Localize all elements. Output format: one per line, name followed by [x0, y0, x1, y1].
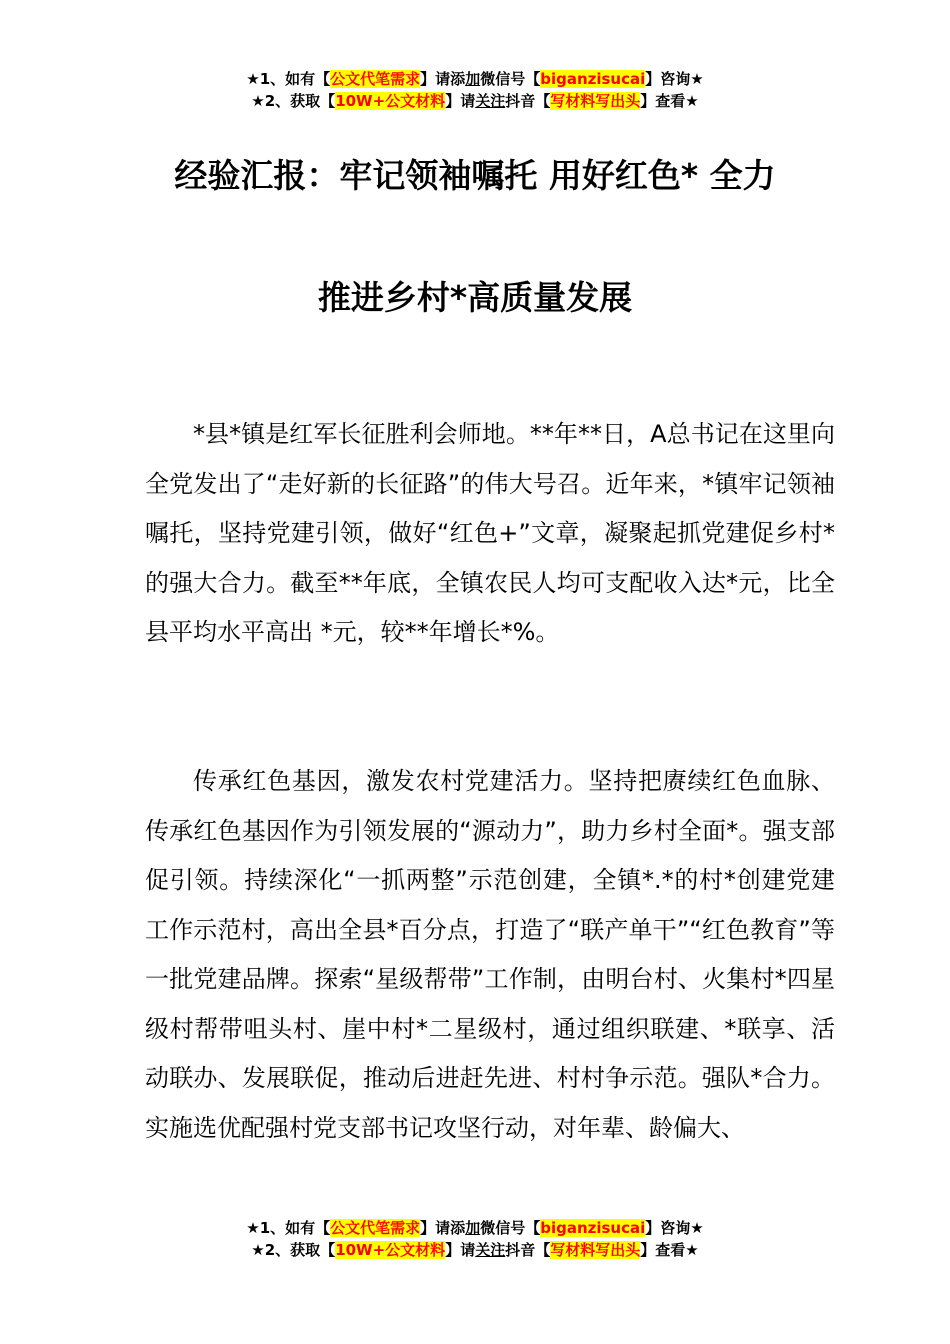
banner-text: 】请添 — [420, 70, 466, 88]
header-banner — [0, 68, 950, 112]
banner-text: 】请 — [445, 92, 476, 110]
banner-text: ★1、如有【 — [246, 1219, 331, 1237]
banner-text: ★2、获取【 — [251, 1241, 336, 1259]
document-title-line-2: 推进乡村*高质量发展 — [317, 278, 633, 317]
banner-text: 】咨询★ — [645, 70, 704, 88]
banner-douyin-id: 写材料写出头 — [550, 92, 641, 110]
banner-wechat-id: biganzisucai — [540, 70, 646, 88]
body-paragraph-1: *县*镇是红军长征胜利会师地。**年**日，A总书记在这里向全党发出了“走好新的长征路”的伟大号召。近年来，*镇牢记领袖嘱托，坚持党建引领，做好“红色+”文章，凝聚起抓党建促乡村*的强大合力。截至**年底，全镇农民人均可支配收入达*元，比全县平均水平高出 *元，较**年增长*%。 — [145, 420, 835, 646]
banner-line-1 — [0, 1217, 950, 1239]
banner-line-2 — [0, 1239, 950, 1261]
banner-text: 】请添 — [420, 1219, 466, 1237]
footer-banner — [0, 1217, 950, 1261]
banner-text: 抖音【 — [505, 92, 551, 110]
banner-text: 】查看★ — [640, 1241, 699, 1259]
banner-line-2 — [0, 90, 950, 112]
banner-text: ★1、如有【 — [246, 70, 331, 88]
banner-text: 】查看★ — [640, 92, 699, 110]
banner-text: 】请 — [445, 1241, 476, 1259]
banner-underline: 关注 — [475, 92, 506, 110]
banner-highlight: 公文代笔需求 — [330, 70, 421, 88]
banner-highlight: 10W+公文材料 — [335, 92, 446, 110]
banner-text: ★2、获取【 — [251, 92, 336, 110]
banner-text: 抖音【 — [505, 1241, 551, 1259]
banner-text: 】咨询★ — [645, 1219, 704, 1237]
banner-underline: 加 — [465, 1219, 481, 1237]
banner-wechat-id: biganzisucai — [540, 1219, 646, 1237]
banner-underline: 加 — [465, 70, 481, 88]
banner-text: 微信号【 — [480, 70, 541, 88]
banner-highlight: 10W+公文材料 — [335, 1241, 446, 1259]
document-title-line-1: 经验汇报：牢记领袖嘱托 用好红色* 全力 — [174, 156, 776, 195]
banner-douyin-id: 写材料写出头 — [550, 1241, 641, 1259]
banner-line-1 — [0, 68, 950, 90]
banner-underline: 关注 — [475, 1241, 506, 1259]
banner-highlight: 公文代笔需求 — [330, 1219, 421, 1237]
banner-text: 微信号【 — [480, 1219, 541, 1237]
body-paragraph-2: 传承红色基因，激发农村党建活力。坚持把赓续红色血脉、传承红色基因作为引领发展的“源动力”，助力乡村全面*。强支部促引领。持续深化“一抓两整”示范创建，全镇*.*的村*创建党建工作示范村，高出全县*百分点，打造了“联产单干”“红色教育”等一批党建品牌。探索“星级帮带”工作制，由明台村、火集村*四星级村帮带咀头村、崖中村*二星级村，通过组织联建、*联享、活动联办、发展联促，推动后进赶先进、村村争示范。强队*合力。实施选优配强村党支部书记攻坚行动，对年辈、龄偏大、 — [145, 767, 835, 1142]
